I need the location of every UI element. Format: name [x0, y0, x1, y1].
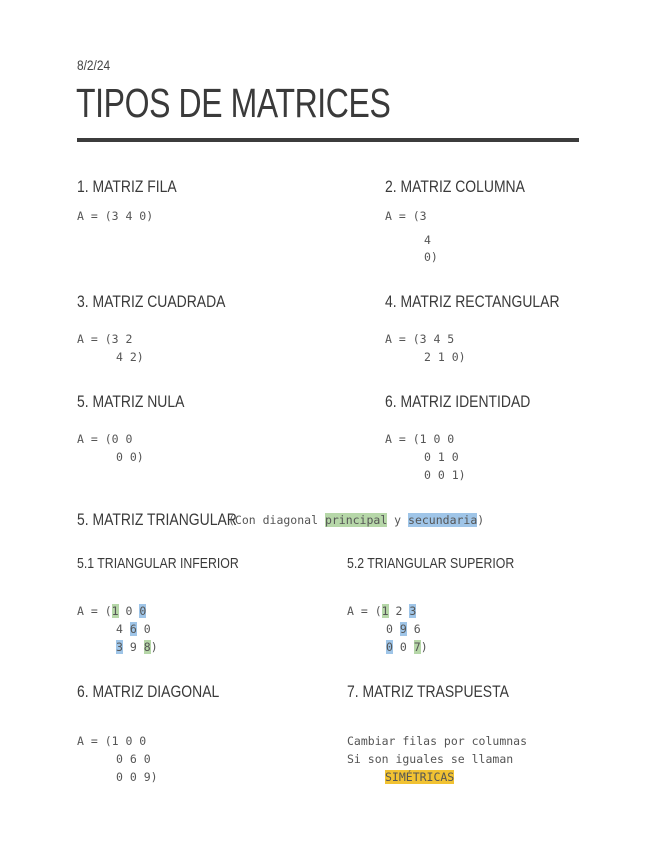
heading-triangular-superior: 5.2 TRIANGULAR SUPERIOR — [347, 555, 515, 572]
cell: 0 — [143, 622, 151, 636]
matriz-diagonal-line-1: A = (1 0 0 — [77, 734, 147, 748]
inferior-row-3 — [116, 638, 158, 656]
cell: 0 — [125, 604, 133, 618]
cell: 3 — [409, 604, 417, 618]
simetricas-highlight: SIMÉTRICAS — [385, 770, 455, 784]
note-close: ) — [477, 513, 485, 527]
heading-matriz-triangular: 5. MATRIZ TRIANGULAR — [77, 510, 237, 529]
matriz-cuadrada-line-1: A = (3 2 — [77, 332, 133, 346]
matriz-fila-example — [77, 207, 153, 225]
triangular-note — [228, 513, 484, 527]
heading-matriz-traspuesta: 7. MATRIZ TRASPUESTA — [347, 682, 509, 701]
superior-row-3 — [386, 638, 428, 656]
heading-matriz-fila: 1. MATRIZ FILA — [77, 177, 177, 196]
heading-matriz-cuadrada: 3. MATRIZ CUADRADA — [77, 292, 226, 311]
inferior-row-2 — [116, 620, 151, 638]
cell: 0 — [386, 622, 393, 636]
cell: 0 — [139, 604, 147, 618]
matrix-prefix: A = ( — [347, 604, 382, 618]
matriz-diagonal-line-3: 0 0 9) — [116, 770, 158, 784]
cell: 6 — [413, 622, 421, 636]
note-open: (Con diagonal — [228, 513, 325, 527]
matriz-cuadrada-line-2: 4 2) — [116, 350, 144, 364]
traspuesta-line-1: Cambiar filas por columnas — [347, 734, 528, 748]
cell: 6 — [129, 622, 137, 636]
secundaria-highlight: secundaria — [408, 513, 478, 527]
matriz-columna-line-2: 4 — [424, 233, 431, 247]
page-title: TIPOS DE MATRICES — [76, 80, 391, 126]
matrix-close: ) — [420, 640, 428, 654]
matrix-close: ) — [150, 640, 158, 654]
matriz-identidad-line-1: A = (1 0 0 — [385, 432, 455, 446]
heading-matriz-columna: 2. MATRIZ COLUMNA — [385, 177, 525, 196]
cell: 4 — [116, 622, 123, 636]
matriz-rectangular-line-2: 2 1 0) — [424, 350, 466, 364]
title-divider — [77, 138, 579, 142]
matriz-rectangular-line-1: A = (3 4 5 — [385, 332, 455, 346]
heading-matriz-identidad: 6. MATRIZ IDENTIDAD — [385, 392, 531, 411]
superior-row-2 — [386, 620, 421, 638]
traspuesta-line-2: Si son iguales se llaman — [347, 752, 514, 766]
matriz-columna-line-3: 0) — [424, 250, 438, 264]
date: 8/2/24 — [77, 57, 111, 73]
matrix-prefix: A = ( — [77, 604, 112, 618]
superior-row-1 — [347, 602, 416, 620]
cell: 7 — [413, 640, 421, 654]
cell: 0 — [386, 640, 393, 654]
cell: 3 — [116, 640, 123, 654]
cell: 2 — [395, 604, 403, 618]
principal-highlight: principal — [324, 513, 388, 527]
heading-matriz-nula: 5. MATRIZ NULA — [77, 392, 185, 411]
matriz-columna-line-1: A = (3 — [385, 209, 427, 223]
cell: 1 — [111, 604, 119, 618]
heading-matriz-rectangular: 4. MATRIZ RECTANGULAR — [385, 292, 560, 311]
cell: 9 — [129, 640, 137, 654]
heading-matriz-diagonal: 6. MATRIZ DIAGONAL — [77, 682, 220, 701]
note-y: y — [387, 513, 409, 527]
inferior-row-1 — [77, 602, 146, 620]
cell: 9 — [399, 622, 407, 636]
matriz-diagonal-line-2: 0 6 0 — [116, 752, 151, 766]
matriz-nula-line-2: 0 0) — [116, 450, 144, 464]
cell: 8 — [143, 640, 151, 654]
matriz-nula-line-1: A = (0 0 — [77, 432, 133, 446]
cell: 1 — [381, 604, 389, 618]
cell: 0 — [399, 640, 407, 654]
heading-triangular-inferior: 5.1 TRIANGULAR INFERIOR — [77, 555, 239, 572]
simetricas-line — [385, 768, 454, 786]
matriz-identidad-line-2: 0 1 0 — [424, 450, 459, 464]
matriz-identidad-line-3: 0 0 1) — [424, 468, 466, 482]
matrix-line: A = (3 4 0) — [77, 209, 154, 223]
